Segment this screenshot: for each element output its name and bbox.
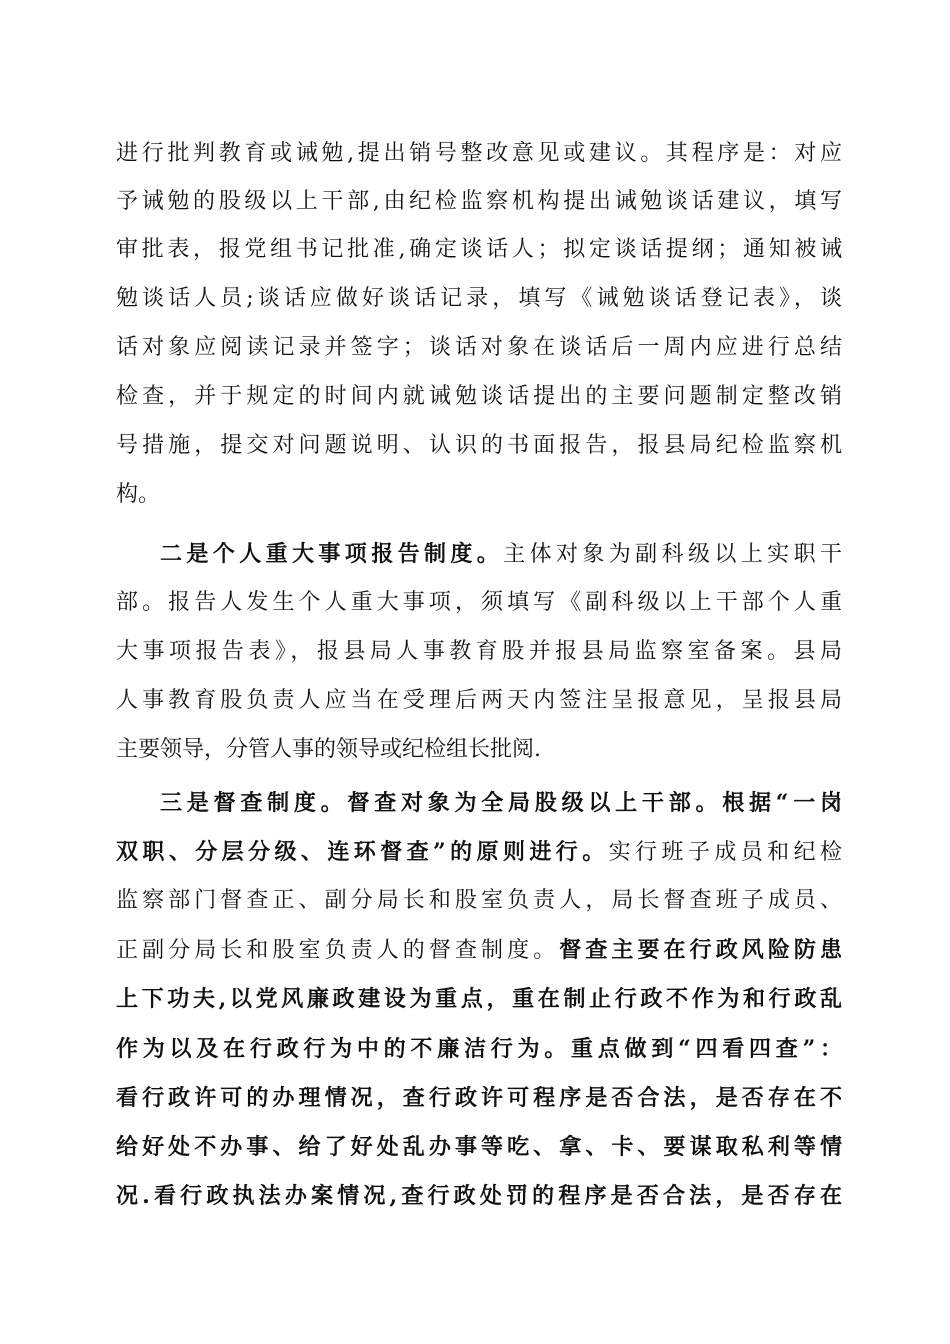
text-run: 检查，并于规定的时间内就诫勉谈话提出的主要问题制定整改销	[116, 384, 842, 409]
text-line	[116, 279, 842, 319]
text-line	[116, 426, 842, 466]
text-line	[116, 1127, 842, 1167]
text-line	[116, 730, 842, 770]
text-run-bold: 双职、分层分级、连环督查”的原则进行。	[116, 839, 609, 865]
text-line	[160, 783, 842, 823]
section-heading: 三是督查制度。督查对象为全局股级以上干部。根据“一岗	[160, 790, 842, 816]
text-run: 监察部门督查正、副分局长和股室负责人，局长督查班子成员、	[116, 888, 842, 913]
text-line	[116, 632, 842, 672]
text-run: 号措施，提交对问题说明、认识的书面报告，报县局纪检监察机	[116, 433, 842, 458]
text-run: 审批表，报党组书记批准,确定谈话人；拟定谈话提纲；通知被诫	[116, 237, 842, 262]
text-line	[116, 475, 842, 515]
text-line	[116, 134, 842, 174]
text-line	[116, 583, 842, 623]
text-line	[116, 328, 842, 368]
text-run: 话对象应阅读记录并签字；谈话对象在谈话后一周内应进行总结	[116, 335, 842, 360]
text-line	[116, 1176, 842, 1216]
text-run-bold: 况.看行政执法办案情况,查行政处罚的程序是否合法，是否存在	[116, 1183, 842, 1209]
text-run: 人事教育股负责人应当在受理后两天内签注呈报意见，呈报县局	[116, 688, 842, 713]
text-run: 构。	[116, 482, 161, 507]
text-run: 部。报告人发生个人重大事项，须填写《副科级以上干部个人重	[116, 590, 842, 615]
text-line	[116, 979, 842, 1019]
text-line	[116, 230, 842, 270]
text-run: 予诫勉的股级以上干部,由纪检监察机构提出诫勉谈话建议，填写	[116, 189, 842, 214]
text-line	[116, 377, 842, 417]
section-heading: 二是个人重大事项报告制度。	[160, 541, 504, 567]
text-run: 勉谈话人员;谈话应做好谈话记录，填写《诫勉谈话登记表》，谈	[116, 286, 842, 311]
text-line	[116, 182, 842, 222]
text-run: 主体对象为副科级以上实职干	[503, 542, 842, 567]
text-run: 主要领导，分管人事的领导或纪检组长批阅.	[116, 737, 541, 762]
text-run-bold: 督查主要在行政风险防患	[559, 937, 842, 963]
text-line	[116, 881, 842, 921]
text-run: 大事项报告表》，报县局人事教育股并报县局监察室备案。县局	[116, 639, 842, 664]
text-run: 正副分局长和股室负责人的督查制度。	[116, 938, 560, 963]
text-run-bold: 看行政许可的办理情况，查行政许可程序是否合法，是否存在不	[116, 1085, 842, 1111]
text-line	[116, 681, 842, 721]
text-line	[160, 534, 842, 574]
text-line	[116, 1029, 842, 1069]
text-line	[116, 832, 842, 872]
text-run: 进行批判教育或诫勉,提出销号整改意见或建议。其程序是：对应	[116, 141, 842, 166]
text-run-bold: 给好处不办事、给了好处乱办事等吃、拿、卡、要谋取私利等情	[116, 1134, 842, 1160]
text-line	[116, 1078, 842, 1118]
text-run-bold: 上下功夫,以党风廉政建设为重点，重在制止行政不作为和行政乱	[116, 986, 842, 1012]
text-run: 实行班子成员和纪检	[608, 840, 842, 865]
text-line	[116, 930, 842, 970]
text-run-bold: 作为以及在行政行为中的不廉洁行为。重点做到“四看四查”：	[116, 1036, 842, 1062]
